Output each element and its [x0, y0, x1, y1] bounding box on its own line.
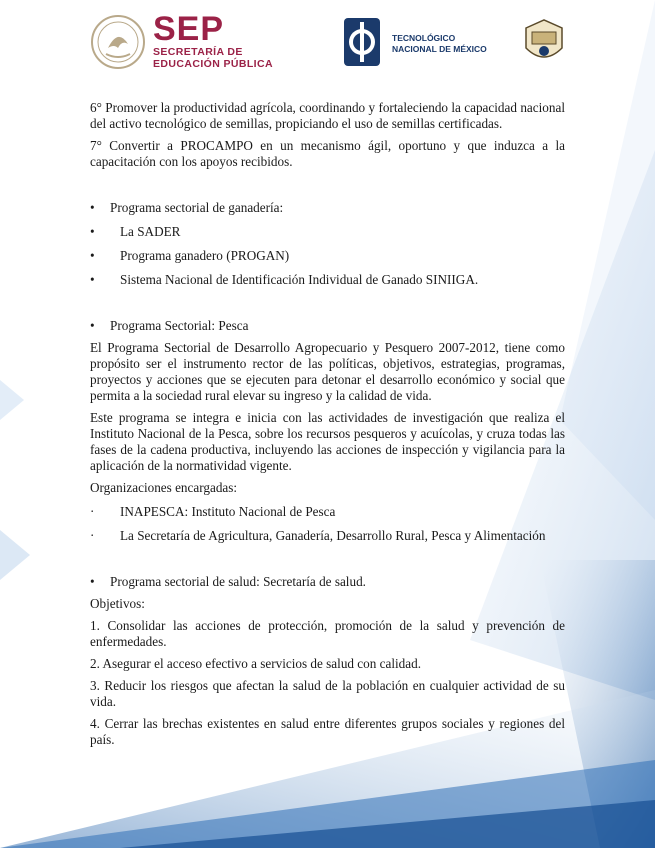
middot-icon: · [90, 528, 95, 543]
tecnm-line1: TECNOLÓGICO [392, 33, 456, 43]
bullet-ganaderia [90, 200, 565, 216]
bullet-pesca [90, 318, 565, 334]
bullet-icon: • [90, 574, 95, 589]
organization-1: INAPESCA: Instituto Nacional de Pesca [120, 504, 336, 519]
objective-4: 4. Cerrar las brechas existentes en salud entre diferentes grupos sociales y regiones del país. [90, 716, 565, 747]
objective-1: 1. Consolidar las acciones de protección, promoción de la salud y prevención de enfermedades. [90, 618, 565, 649]
bullet-ganaderia-text: Programa sectorial de ganadería: [110, 200, 284, 215]
page-header [0, 0, 655, 90]
tecnm-line2: NACIONAL DE MÉXICO [392, 44, 487, 54]
list-item [90, 224, 565, 240]
list-item [90, 528, 565, 544]
bullet-icon: • [90, 272, 95, 287]
tecnm-logo-icon [340, 14, 384, 70]
objectives-title: Objetivos: [90, 596, 145, 611]
tecnm-wordmark [392, 33, 487, 55]
bullet-icon: • [90, 224, 95, 239]
list-item [90, 504, 565, 520]
ganaderia-item-3: Sistema Nacional de Identificación Individual de Ganado SINIIGA. [120, 272, 479, 287]
bullet-icon: • [90, 200, 95, 215]
bullet-salud-text: Programa sectorial de salud: Secretaría de salud. [110, 574, 366, 589]
institute-shield-icon [522, 18, 566, 66]
sep-subtitle-line1: SECRETARÍA DE [153, 46, 243, 58]
paragraph-pesca-1: El Programa Sectorial de Desarrollo Agropecuario y Pesquero 2007-2012, tiene como propósito ser el instrumento rector de las políticas, objetivos, estrategias, programas, proyectos y acciones que se ejecuten para detonar el desarrollo económico y social que permita a la sociedad rural elevar su ingreso y la calidad de vida. [90, 340, 565, 403]
paragraph-pesca-2: Este programa se integra e inicia con las actividades de investigación que realiza el Instituto Nacional de la Pesca, sobre los recursos pesqueros y acuícolas, y cruza todas las fases de la cadena productiva, incluyendo las acciones de inspección y vigilancia para la aplicación de la normatividad vigente. [90, 410, 565, 473]
sep-subtitle-line2: EDUCACIÓN PÚBLICA [153, 58, 273, 70]
bullet-salud [90, 574, 565, 590]
sep-logo [153, 12, 273, 70]
document-body [90, 96, 565, 748]
list-item [90, 248, 565, 264]
bullet-pesca-text: Programa Sectorial: Pesca [110, 318, 249, 333]
mexico-coat-of-arms-icon [90, 14, 146, 70]
ganaderia-item-2: Programa ganadero (PROGAN) [120, 248, 290, 263]
organization-2: La Secretaría de Agricultura, Ganadería, Desarrollo Rural, Pesca y Alimentación [120, 528, 546, 543]
middot-icon: · [90, 504, 95, 519]
ganaderia-item-1: La SADER [120, 224, 181, 239]
sep-wordmark: SEP [153, 10, 225, 48]
list-item [90, 272, 565, 288]
objective-3: 3. Reducir los riesgos que afectan la salud de la población en cualquier actividad de su vida. [90, 678, 565, 709]
organizations-title: Organizaciones encargadas: [90, 480, 238, 495]
paragraph-6: 6° Promover la productividad agrícola, coordinando y fortaleciendo la capacidad nacional del activo tecnológico de semillas, propiciando el uso de semillas certificadas. [90, 100, 565, 131]
objective-2: 2. Asegurar el acceso efectivo a servicios de salud con calidad. [90, 656, 422, 671]
bullet-icon: • [90, 248, 95, 263]
bullet-icon: • [90, 318, 95, 333]
paragraph-7: 7° Convertir a PROCAMPO en un mecanismo ágil, oportuno y que induzca a la capacitación con los apoyos recibidos. [90, 138, 565, 169]
